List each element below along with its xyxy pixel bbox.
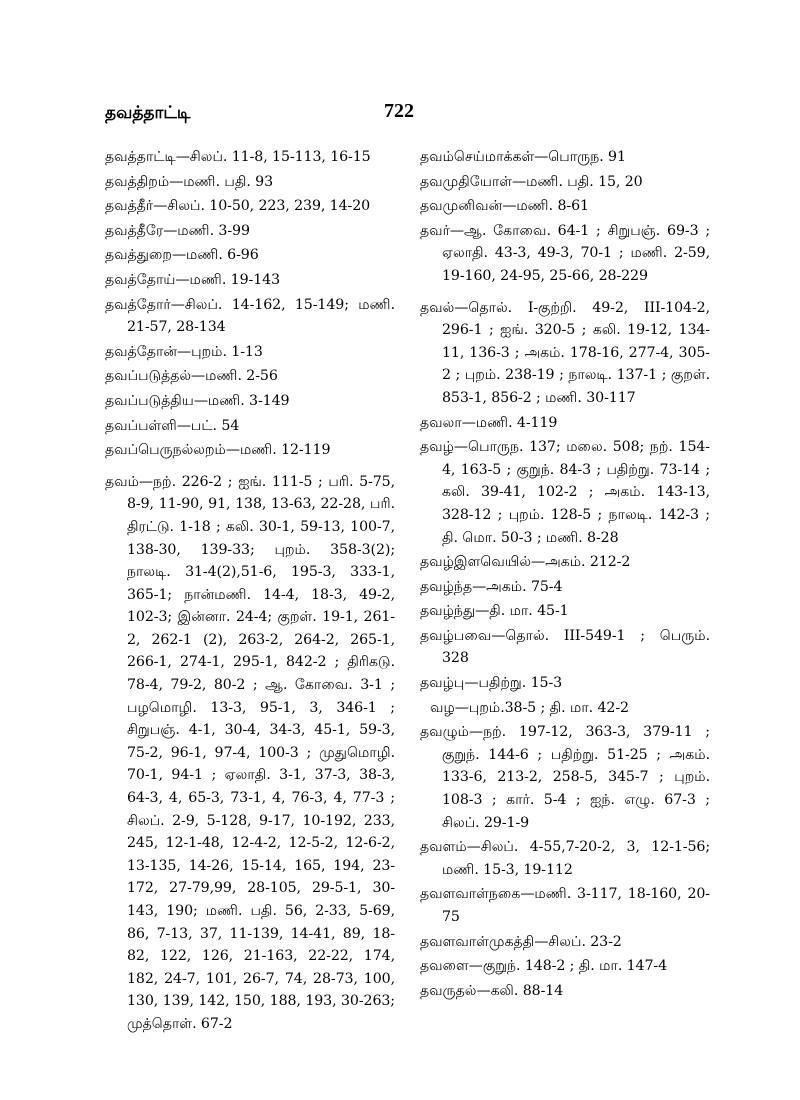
index-entry: தவளவாள்நகை—மணி. 3-117, 18-160, 20-75 [420, 886, 710, 925]
index-entry: தவத்தாட்டி—சிலப். 11-8, 15-113, 16-15 [105, 149, 371, 165]
index-entry: தவப்படுத்திய—மணி. 3-149 [105, 392, 290, 409]
index-subentry: வழ—புறம்.38-5 ; தி. மா. 42-2 [430, 699, 629, 716]
index-entry: தவளவாள்முகத்தி—சிலப். 23-2 [420, 933, 622, 950]
index-entry: தவழ்பு—பதிற்று. 15-3 [420, 675, 563, 692]
index-entry: தவல்—தொல். I-குற்றி. 49-2, III-104-2, 296-1 ; ஐங். 320-5 ; கலி. 19-12, 134-11, 136-3 ; அகம். 178-16, 277-4, 305-2 ; புறம். 238-19 ; நாலடி. 137-1 ; குறள். 853-1, 856-2 ; மணி. 30-117 [420, 299, 710, 406]
index-entry: தவம்செய்மாக்கள்—பொருந. 91 [420, 149, 626, 165]
index-entry: தவத்தோய்—மணி. 19-143 [105, 271, 281, 288]
index-entry: தவத்துறை—மணி. 6-96 [105, 247, 259, 264]
right-column [420, 146, 710, 1004]
index-entry: தவப்பள்ளி—பட். 54 [105, 417, 240, 434]
index-entry: தவழ்ந்த—அகம். 75-4 [420, 578, 563, 595]
running-head: தவத்தாட்டி [105, 103, 191, 123]
index-entry: தவழ்இளவெயில்—அகம். 212-2 [420, 554, 631, 571]
index-entry: தவத்தீரே—மணி. 3-99 [105, 222, 250, 239]
index-entry: தவத்தோன்—புறம். 1-13 [105, 343, 263, 360]
index-entry: தவப்பெருநல்லறம்—மணி. 12-119 [105, 442, 331, 459]
index-entry: தவருதல்—கலி. 88-14 [420, 982, 564, 999]
index-entry: தவமுதியோள்—மணி. பதி. 15, 20 [420, 173, 643, 190]
index-entry: தவத்தீர்—சிலப். 10-50, 223, 239, 14-20 [105, 198, 371, 215]
index-entry: தவத்தோர்—சிலப். 14-162, 15-149; மணி. 21-57, 28-134 [105, 296, 395, 336]
index-entry: தவழ்—பொருந. 137; மலை. 508; நற். 154-4, 163-5 ; குறுந். 84-3 ; பதிற்று. 73-14 ; கலி. 39-41, 102-2 ; அகம். 143-13, 328-12 ; புறம். 128-5 ; நாலடி. 142-3 ; தி. மொ. 50-3 ; மணி. 8-28 [420, 439, 710, 546]
index-entry: தவளம்—சிலப். 4-55,7-20-2, 3, 12-1-56; மணி. 15-3, 19-112 [420, 839, 710, 878]
index-entry: தவத்திறம்—மணி. பதி. 93 [105, 173, 274, 190]
index-entry: தவமுனிவன்—மணி. 8-61 [420, 198, 589, 215]
index-entry: தவர்—ஆ. கோவை. 64-1 ; சிறுபஞ். 69-3 ; ஏலாதி. 43-3, 49-3, 70-1 ; மணி. 2-59, 19-160, 24-95, 25-66, 28-229 [420, 222, 710, 284]
index-entry: தவழ்ந்து—தி. மா. 45-1 [420, 603, 569, 620]
index-entry: தவம்—நற். 226-2 ; ஐங். 111-5 ; பரி. 5-75, 8-9, 11-90, 91, 138, 13-63, 22-28, பரி. திரட்டு. 1-18 ; கலி. 30-1, 59-13, 100-7, 138-30, 139-33; புறம். 358-3(2); நாலடி. 31-4(2),51-6, 195-3, 333-1, 365-1; நான்மணி. 14-4, 18-3, 49-2, 102-3; இன்னா. 24-4; குறள். 19-1, 261-2, 262-1 (2), 263-2, 264-2, 265-1, 266-1, 274-1, 295-1, 842-2 ; திரிகடு. 78-4, 79-2, 80-2 ; ஆ. கோவை. 3-1 ; பழமொழி. 13-3, 95-1, 3, 346-1 ; சிறுபஞ். 4-1, 30-4, 34-3, 45-1, 59-3, 75-2, 96-1, 97-4, 100-3 ; முதுமொழி. 70-1, 94-1 ; ஏலாதி. 3-1, 37-3, 38-3, 64-3, 4, 65-3, 73-1, 4, 76-3, 4, 77-3 ; சிலப். 2-9, 5-128, 9-17, 10-192, 233, 245, 12-1-48, 12-4-2, 12-5-2, 12-6-2, 13-135, 14-26, 15-14, 165, 194, 23-172, 27-79,99, 28-105, 29-5-1, 30-143, 190; மணி. பதி. 56, 2-33, 5-69, 86, 7-13, 37, 11-139, 14-41, 89, 18-82, 122, 126, 21-163, 22-22, 174, 182, 24-7, 101, 26-7, 74, 28-73, 100, 130, 139, 142, 150, 188, 193, 30-263; முத்தொள். 67-2 [105, 473, 395, 1032]
page-number: 722 [384, 100, 414, 122]
index-entry: தவழும்—நற். 197-12, 363-3, 379-11 ; குறுந். 144-6 ; பதிற்று. 51-25 ; அகம். 133-6, 213-2, 258-5, 345-7 ; புறம். 108-3 ; கார். 5-4 ; ஐந். எழு. 67-3 ; சிலப். 29-1-9 [420, 724, 710, 831]
index-entry: தவளை—குறுந். 148-2 ; தி. மா. 147-4 [420, 958, 668, 975]
index-entry: தவழ்பவை—தொல். III-549-1 ; பெரும். 328 [420, 627, 710, 667]
index-entry: தவப்படுத்தல்—மணி. 2-56 [105, 368, 278, 385]
left-column [105, 146, 395, 1038]
index-entry: தவலா—மணி. 4-119 [420, 414, 558, 431]
